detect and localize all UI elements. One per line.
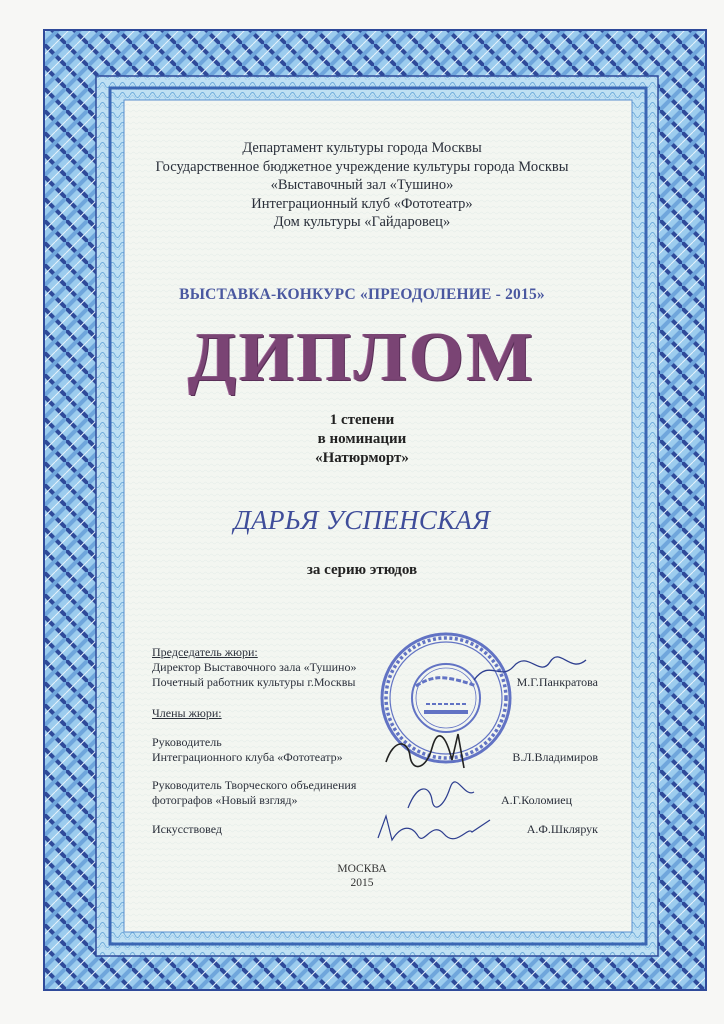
jury-member-role: Руководитель	[152, 735, 222, 749]
jury-member-role: Искусствовед	[152, 822, 223, 836]
jury-chair-name: М.Г.Панкратова	[516, 675, 598, 689]
signature-member-2	[400, 778, 480, 814]
jury-members-heading: Члены жюри:	[152, 706, 222, 720]
signature-member-3	[372, 812, 502, 846]
jury-chair-heading: Председатель жюри:	[152, 645, 258, 659]
nomination-prefix: в номинации	[317, 431, 407, 447]
organizer-line: Дом культуры «Гайдаровец»	[273, 214, 451, 230]
diploma-title: ДИПЛОМ	[188, 319, 536, 396]
jury-member-role: фотографов «Новый взгляд»	[152, 793, 298, 807]
organizer-line: Интеграционный клуб «Фототеатр»	[251, 195, 473, 212]
jury-chair-role: Почетный работник культуры г.Москвы	[152, 675, 356, 689]
jury-member-name: В.Л.Владимиров	[512, 750, 598, 764]
organizer-line: «Выставочный зал «Тушино»	[270, 177, 454, 193]
jury-member-2	[152, 778, 602, 808]
organizers-block	[0, 139, 724, 232]
award-degree-block	[0, 411, 724, 468]
year: 2015	[350, 877, 374, 889]
place-date-block	[0, 862, 724, 890]
city: МОСКВА	[337, 863, 387, 875]
jury-member-role: Руководитель Творческого объединения	[152, 778, 357, 792]
jury-member-name: А.Ф.Шклярук	[526, 822, 598, 836]
jury-chair-role: Директор Выставочного зала «Тушино»	[152, 660, 357, 674]
awardee-name: ДАРЬЯ УСПЕНСКАЯ	[233, 505, 491, 535]
jury-member-role: Интеграционного клуба «Фототеатр»	[152, 750, 343, 764]
exhibition-title: ВЫСТАВКА-КОНКУРС «ПРЕОДОЛЕНИЕ - 2015»	[179, 286, 545, 303]
degree: 1 степени	[329, 412, 395, 428]
award-reason: за серию этюдов	[306, 562, 418, 578]
jury-member-row	[152, 793, 602, 808]
organizer-line: Государственное бюджетное учреждение культуры города Москвы	[155, 158, 569, 175]
signature-member-1	[380, 730, 480, 774]
jury-member-name: А.Г.Коломиец	[500, 793, 572, 807]
organizer-line: Департамент культуры города Москвы	[242, 140, 482, 156]
signature-chair	[470, 652, 590, 692]
nomination: «Натюрморт»	[315, 450, 409, 466]
